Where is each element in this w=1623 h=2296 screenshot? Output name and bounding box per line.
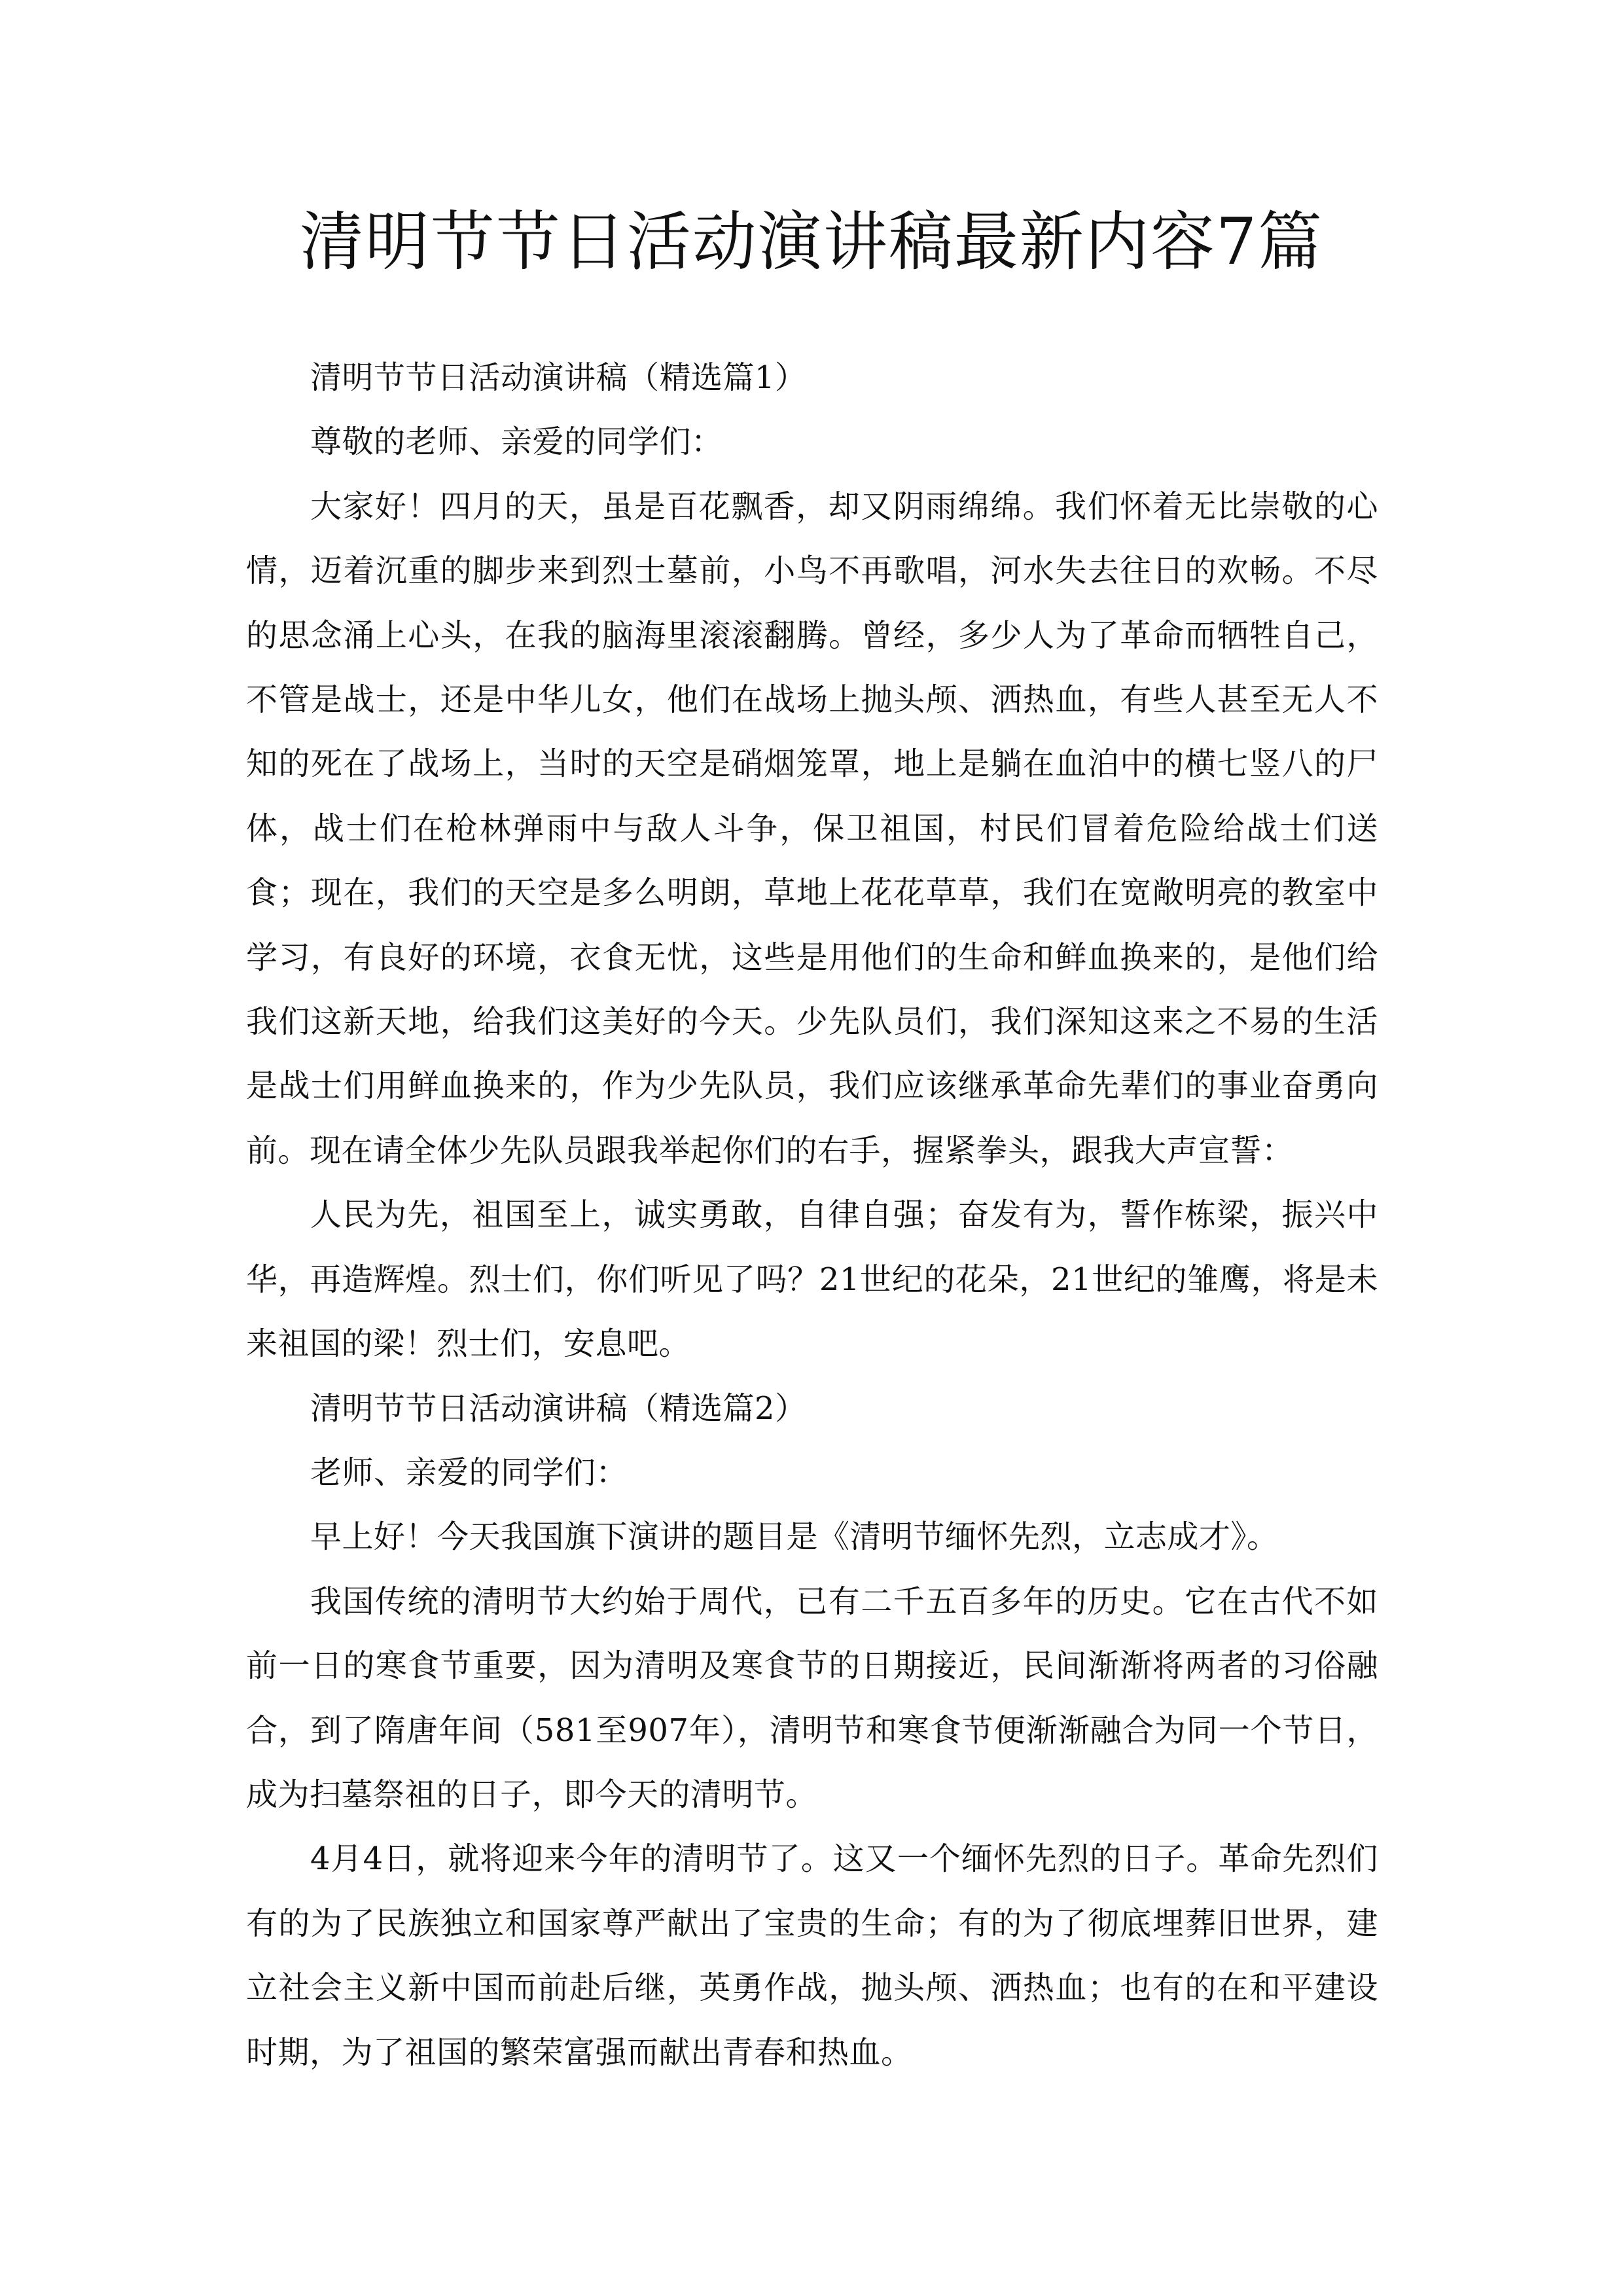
- document-title: 清明节节日活动演讲稿最新内容7篇: [299, 205, 1324, 279]
- document-body: [246, 346, 1378, 2085]
- body-paragraph: 4月4日，就将迎来今年的清明节了。这又一个缅怀先烈的日子。革命先烈们有的为了民族独立和国家尊严献出了宝贵的生命；有的为了彻底埋葬旧世界，建立社会主义新中国而前赴后继，英勇作战，抛头颅、洒热血；也有的在和平建设时期，为了祖国的繁荣富强而献出青春和热血。: [246, 1840, 1378, 2071]
- section-heading-1: 清明节节日活动演讲稿（精选篇1）: [310, 359, 807, 396]
- section-heading-2: 清明节节日活动演讲稿（精选篇2）: [310, 1390, 807, 1427]
- body-paragraph: 人民为先，祖国至上，诚实勇敢，自律自强；奋发有为，誓作栋梁，振兴中华，再造辉煌。烈士们，你们听见了吗？21世纪的花朵，21世纪的雏鹰，将是未来祖国的梁！烈士们，安息吧。: [246, 1196, 1378, 1363]
- body-paragraph: 我国传统的清明节大约始于周代，已有二千五百多年的历史。它在古代不如前一日的寒食节重要，因为清明及寒食节的日期接近，民间渐渐将两者的习俗融合，到了隋唐年间（581至907年），清明节和寒食节便渐渐融合为同一个节日，成为扫墓祭祖的日子，即今天的清明节。: [246, 1583, 1378, 1813]
- salutation-1: 尊敬的老师、亲爱的同学们：: [310, 423, 723, 461]
- body-paragraph: 大家好！四月的天，虽是百花飘香，却又阴雨绵绵。我们怀着无比崇敬的心情，迈着沉重的脚步来到烈士墓前，小鸟不再歌唱，河水失去往日的欢畅。不尽的思念涌上心头，在我的脑海里滚滚翻腾。曾经，多少人为了革命而牺牲自己，不管是战士，还是中华儿女，他们在战场上抛头颅、洒热血，有些人甚至无人不知的死在了战场上，当时的天空是硝烟笼罩，地上是躺在血泊中的横七竖八的尸体，战士们在枪林弹雨中与敌人斗争，保卫祖国，村民们冒着危险给战士们送食；现在，我们的天空是多么明朗，草地上花花草草，我们在宽敞明亮的教室中学习，有良好的环境，衣食无忧，这些是用他们的生命和鲜血换来的，是他们给我们这新天地，给我们这美好的今天。少先队员们，我们深知这来之不易的生活是战士们用鲜血换来的，作为少先队员，我们应该继承革命先辈们的事业奋勇向前。现在请全体少先队员跟我举起你们的右手，握紧拳头，跟我大声宣誓：: [246, 488, 1378, 1169]
- body-paragraph: 早上好！今天我国旗下演讲的题目是《清明节缅怀先烈，立志成才》。: [310, 1518, 1279, 1556]
- salutation-2: 老师、亲爱的同学们：: [310, 1454, 628, 1491]
